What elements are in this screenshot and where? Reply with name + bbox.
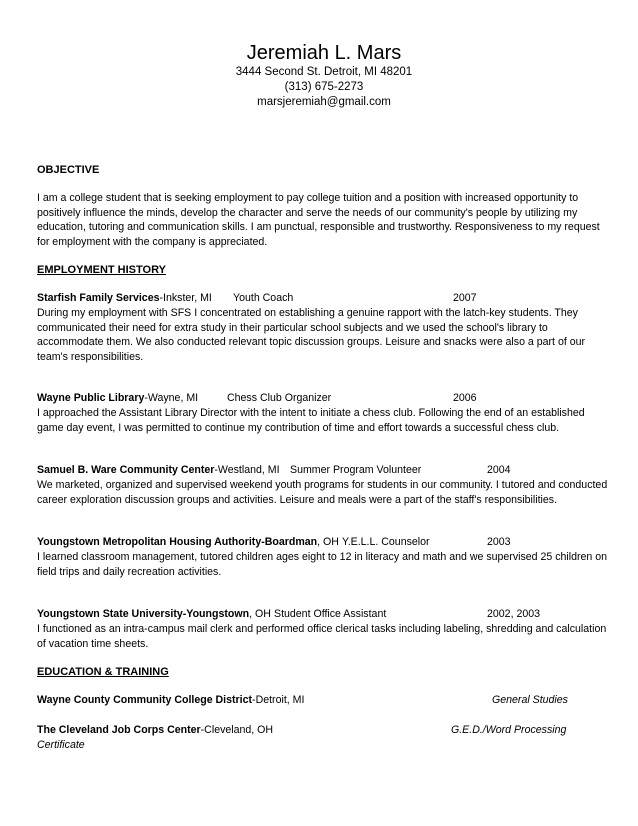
applicant-name: Jeremiah L. Mars (246, 42, 402, 64)
address: 3444 Second St. Detroit, MI 48201 (235, 66, 413, 78)
resume-header (0, 41, 638, 110)
program-name: General Studies (492, 694, 568, 706)
job-location: -Westland, MI (214, 464, 280, 476)
job-entry (37, 463, 612, 507)
job-entry (37, 291, 612, 364)
program-name: G.E.D./Word Processing (451, 724, 567, 736)
job-description: I functioned as an intra-campus mail clerk and performed office clerical tasks including labeling, shredding and calculation of vacation time sheets. (37, 623, 607, 650)
phone-number: (313) 675-2273 (284, 81, 364, 93)
job-description: We marketed, organized and supervised weekend youth programs for students in our community. I tutored and conducted career exploration discussion groups and activities. Leisure and meals were a part of the staff's responsibilities. (37, 479, 608, 506)
job-title: Student Office Assistant (274, 608, 387, 620)
employment-heading: EMPLOYMENT HISTORY (37, 264, 166, 276)
job-year: 2004 (487, 464, 511, 476)
job-location: , OH (317, 536, 339, 548)
education-heading: EDUCATION & TRAINING (37, 666, 169, 678)
program-name-continued: Certificate (37, 739, 85, 751)
job-location: -Wayne, MI (144, 392, 199, 404)
job-organization: Youngstown Metropolitan Housing Authority-Boardman (37, 536, 318, 548)
job-title: Y.E.L.L. Counselor (342, 536, 430, 548)
job-entry (37, 391, 612, 435)
job-organization: Samuel B. Ware Community Center (37, 464, 215, 476)
job-description: I approached the Assistant Library Director with the intent to initiate a chess club. Following the end of an established game day event, I was permitted to continue my contribution of time and effort towards a successful chess club. (37, 407, 585, 434)
job-location: , OH (249, 608, 271, 620)
job-organization: Starfish Family Services (37, 292, 160, 304)
job-description: During my employment with SFS I concentrated on establishing a genuine rapport with the latch-key students. They communicated their need for extra study in their particular school subjects and we used the school's library to accommodate them. We also conducted relevant topic discussion groups. Leisure and snacks were also a part of our team's responsibilities. (37, 307, 586, 363)
job-organization: Wayne Public Library (37, 392, 145, 404)
job-year: 2002, 2003 (487, 608, 541, 620)
school-name: The Cleveland Job Corps Center (37, 724, 201, 736)
job-description: I learned classroom management, tutored children ages eight to 12 in literacy and math and we supervised 25 children on field trips and daily recreation activities. (37, 551, 608, 578)
job-year: 2006 (453, 392, 477, 404)
job-year: 2007 (453, 292, 477, 304)
objective-heading: OBJECTIVE (37, 164, 100, 176)
job-entry (37, 607, 612, 651)
job-location: -Inkster, MI (159, 292, 212, 304)
job-year: 2003 (487, 536, 511, 548)
objective-text: I am a college student that is seeking employment to pay college tuition and a position with increased opportunity to positively influence the minds, develop the character and serve the needs of our community's people by utilizing my education, tutoring and communication skills. I am punctual, responsible and trustworthy. Responsiveness to my request for employment with the company is appreciated. (37, 192, 600, 248)
email-address: marsjeremiah@gmail.com (257, 96, 391, 108)
school-location: -Cleveland, OH (200, 724, 274, 736)
job-title: Summer Program Volunteer (290, 464, 422, 476)
job-title: Youth Coach (233, 292, 294, 304)
education-entry (37, 693, 612, 708)
job-organization: Youngstown State University-Youngstown (37, 608, 250, 620)
job-entry (37, 535, 612, 579)
school-name: Wayne County Community College District (37, 694, 253, 706)
education-entry (37, 723, 612, 753)
school-location: -Detroit, MI (252, 694, 305, 706)
job-title: Chess Club Organizer (227, 392, 332, 404)
